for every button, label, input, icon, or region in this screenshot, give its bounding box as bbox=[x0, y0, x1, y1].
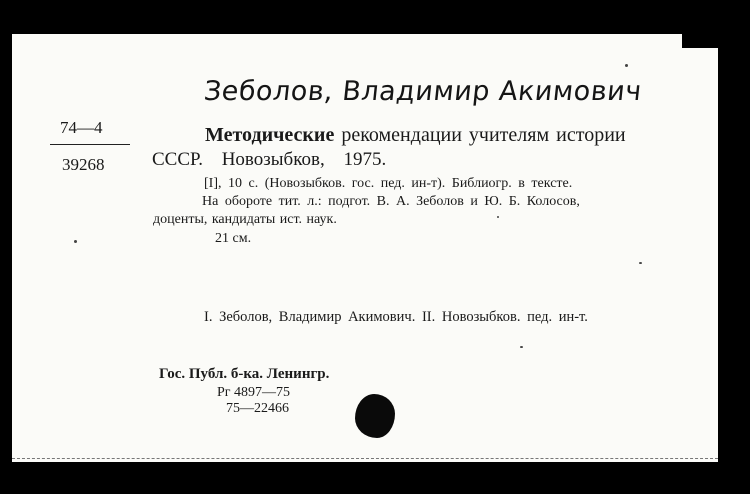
title-rest: рекомендации учителям истории bbox=[341, 124, 626, 146]
speck bbox=[74, 240, 77, 243]
title-line-1 bbox=[205, 124, 626, 147]
call-number-bottom: 39268 bbox=[62, 155, 105, 174]
catalog-card bbox=[12, 34, 718, 462]
handwritten-author-name: Зеболов, Владимир Акимович bbox=[202, 76, 644, 107]
speck bbox=[520, 346, 523, 348]
card-corner-shadow bbox=[682, 34, 718, 48]
verso-note-line: На обороте тит. л.: подгот. В. А. Зеболов и Ю. Б. Колосов, bbox=[202, 194, 580, 209]
title-main-word: Методические bbox=[205, 124, 335, 146]
size-line: 21 см. bbox=[215, 231, 252, 246]
tracing-line: I. Зеболов, Владимир Акимович. II. Новозыбков. пед. ин-т. bbox=[204, 309, 588, 325]
speck bbox=[625, 64, 628, 67]
authors-credentials-line: доценты, кандидаты ист. наук. bbox=[153, 212, 337, 227]
collation-line: [I], 10 с. (Новозыбков. гос. пед. ин-т). Библиогр. в тексте. bbox=[204, 176, 573, 191]
call-number-divider bbox=[50, 144, 130, 145]
library-code-2: 75—22466 bbox=[226, 401, 289, 416]
speck bbox=[639, 262, 642, 264]
library-name: Гос. Публ. б-ка. Ленингр. bbox=[159, 366, 330, 382]
title-line-2: СССР. Новозыбков, 1975. bbox=[152, 149, 387, 170]
call-number-top: 74—4 bbox=[60, 118, 103, 137]
library-code-1: Рг 4897—75 bbox=[217, 385, 291, 400]
card-bottom-edge bbox=[12, 458, 718, 459]
ink-blot bbox=[355, 394, 395, 438]
speck bbox=[497, 216, 499, 218]
